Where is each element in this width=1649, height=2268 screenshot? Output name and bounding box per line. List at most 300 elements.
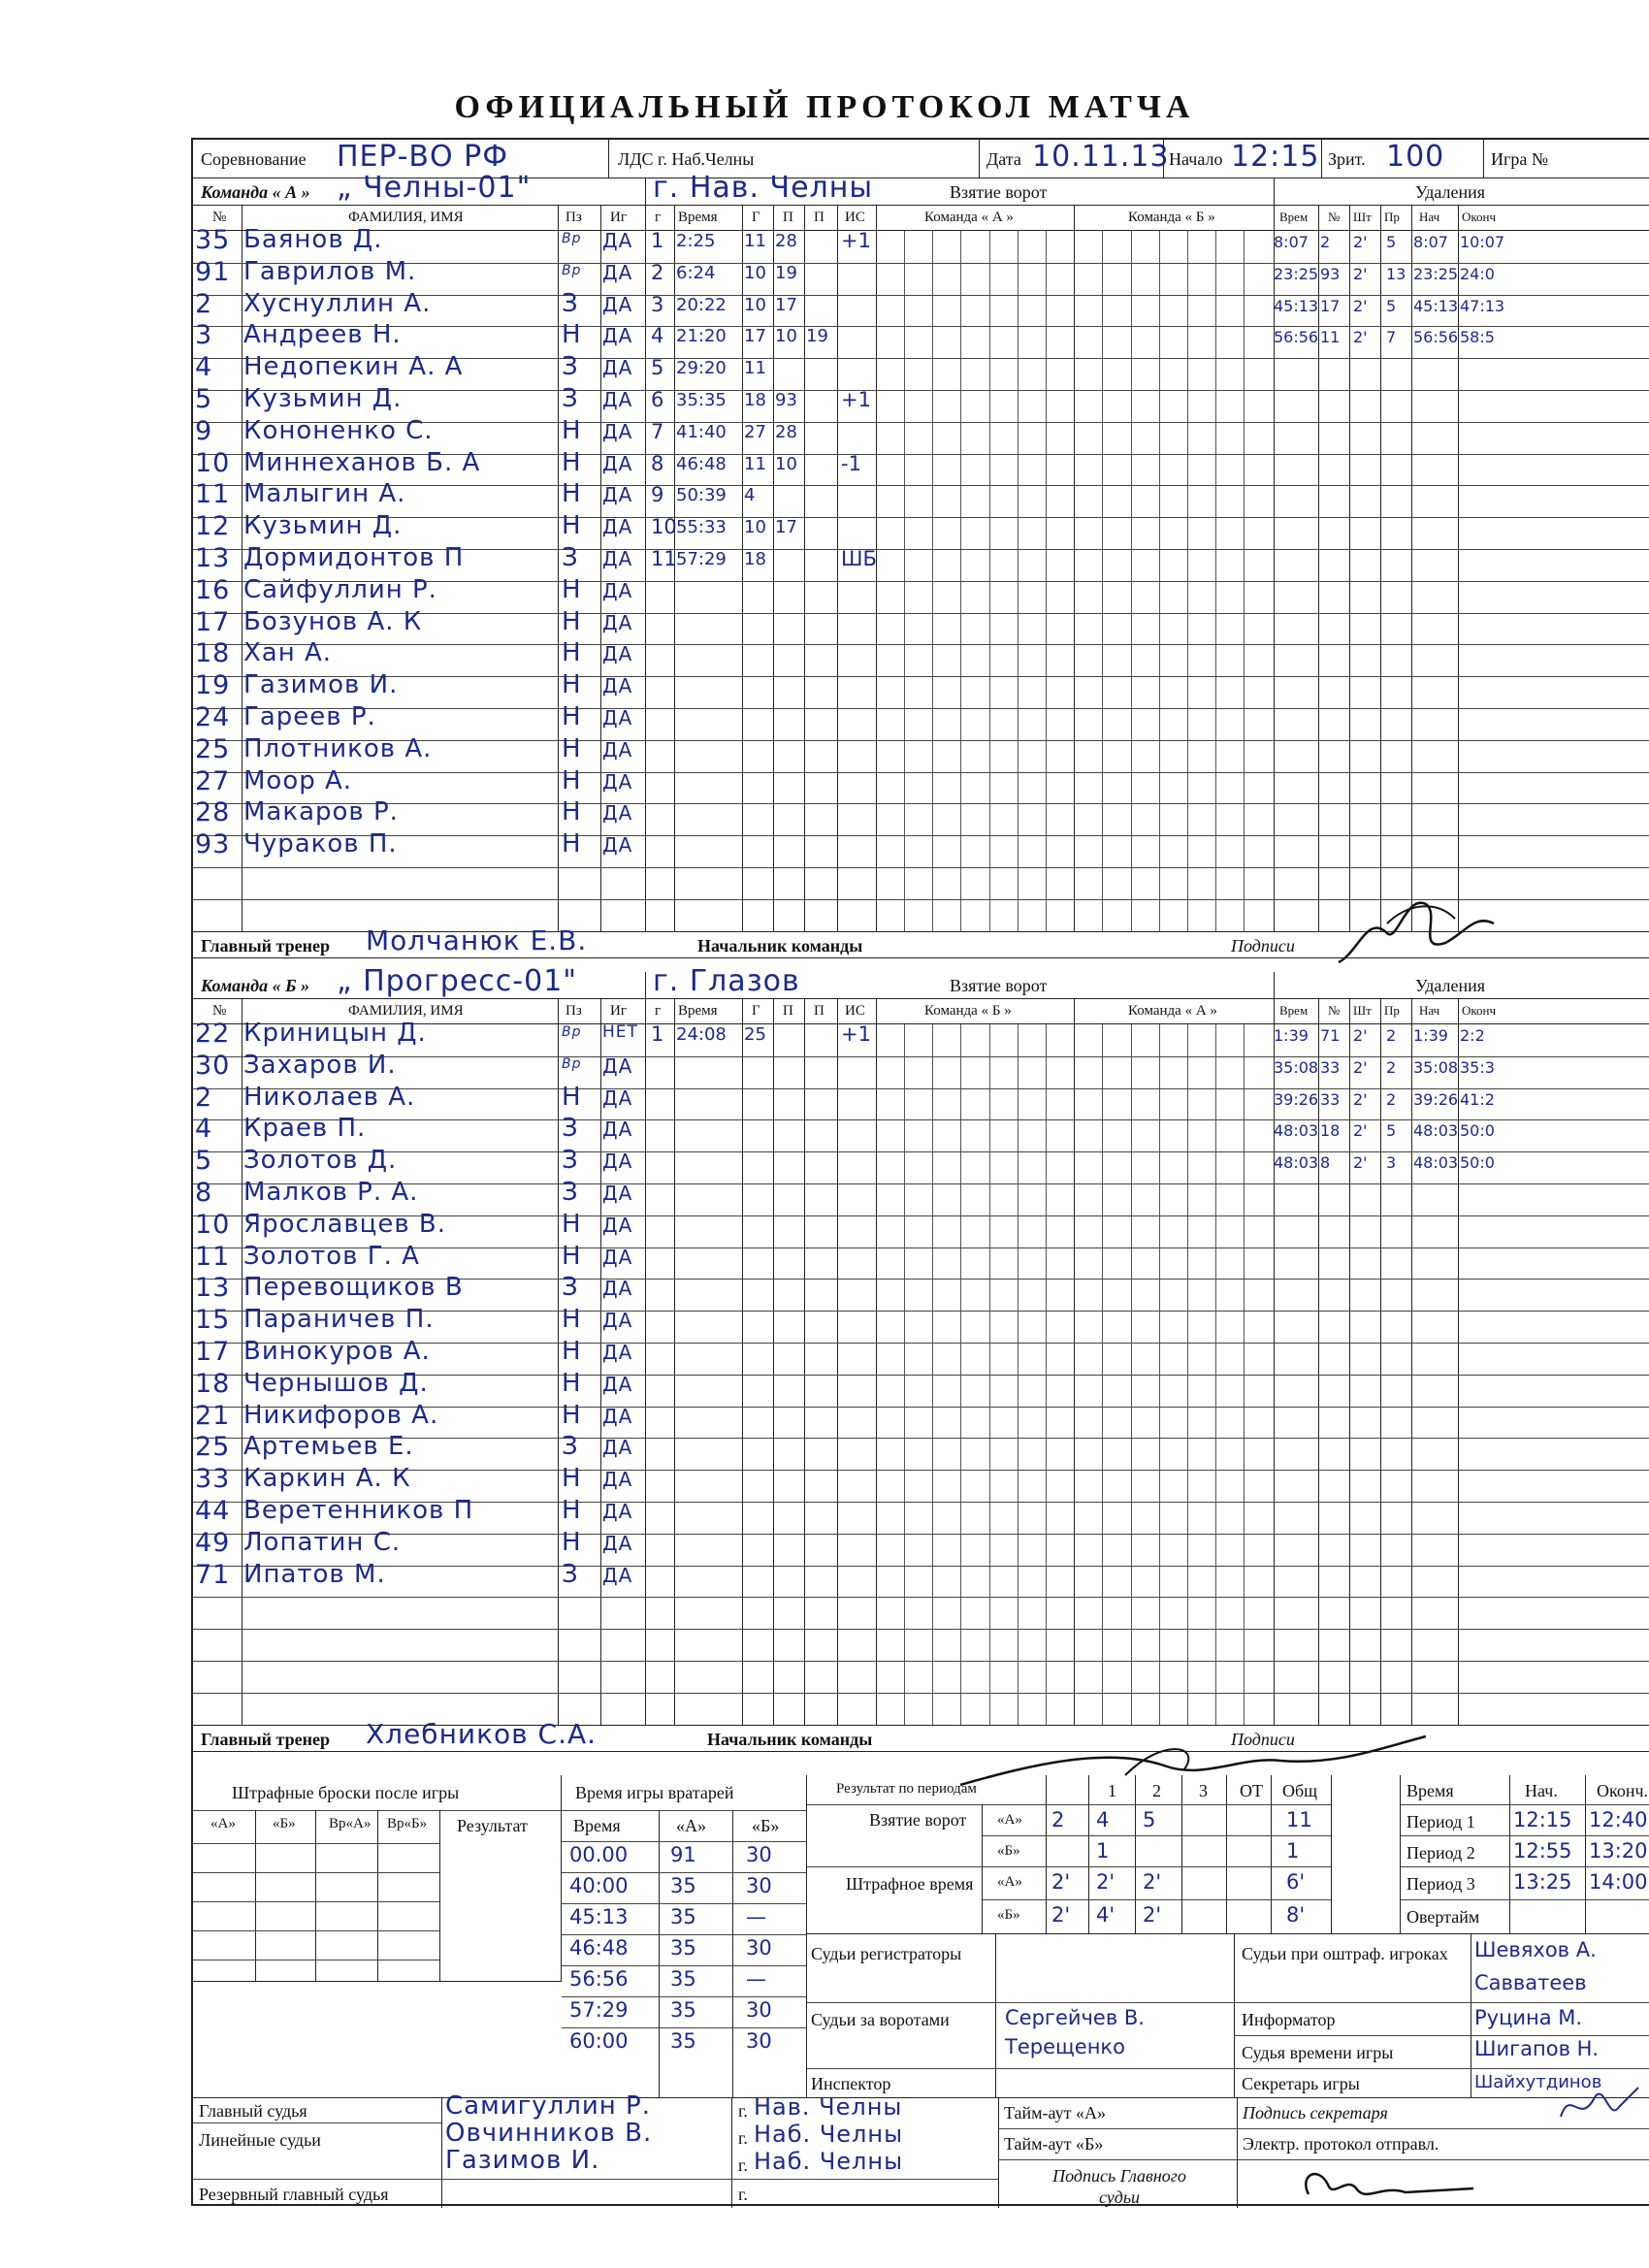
- player-number: 17: [195, 1337, 231, 1367]
- player-row: [193, 638, 645, 670]
- penalty-start: 39:26: [1413, 1089, 1459, 1109]
- player-number: 5: [195, 384, 213, 414]
- referee-label: Главный судья: [199, 2101, 307, 2121]
- period-2-end: 13:20: [1589, 1839, 1648, 1863]
- gk-row-a: 35: [670, 1967, 696, 1991]
- player-plays: ДА: [602, 1182, 633, 1205]
- team_a-col-line: [1074, 206, 1075, 931]
- team_a-label: Команда « А »: [201, 182, 310, 202]
- player-name: Малыгин А.: [243, 479, 406, 509]
- goal-judges-label: Судьи за воротами: [811, 2010, 950, 2029]
- player-name: Лопатин С.: [243, 1527, 402, 1557]
- player-name: Недопекин А. А: [243, 352, 464, 382]
- penalty-reason: 5: [1386, 296, 1397, 315]
- gk-row-time: 00.00: [569, 1843, 629, 1866]
- player-position: З: [562, 1178, 579, 1207]
- goal-index: 5: [651, 356, 664, 380]
- shootout-header: Штрафные броски после игры: [232, 1783, 460, 1802]
- player-plays: ДА: [602, 1563, 633, 1587]
- team_a-col-p2: П: [814, 210, 824, 225]
- penalty-reason: 2: [1386, 1057, 1397, 1077]
- player-number: 2: [195, 1082, 213, 1113]
- player-row: [193, 829, 645, 861]
- linesman-1-city: Наб. Челны: [754, 2121, 904, 2148]
- penalty-time: 48:03: [1274, 1153, 1319, 1173]
- goal-scorer: 17: [744, 326, 766, 347]
- team_b-col-goal: Г: [752, 1003, 760, 1019]
- shootout-col-gka: Вр«А»: [329, 1816, 372, 1831]
- player-position: Н: [562, 1209, 582, 1239]
- player-position: Н: [562, 574, 582, 604]
- goal-assist-1: 28: [775, 421, 797, 442]
- gk-col-b: «Б»: [752, 1816, 780, 1835]
- team_b-col-p1: П: [783, 1003, 793, 1019]
- officials-block: [807, 1934, 1649, 2097]
- start-label: Начало: [1169, 149, 1223, 169]
- goal-time: 29:20: [676, 358, 727, 379]
- player-number: 17: [195, 606, 231, 637]
- shootout-col-gkb: Вр«Б»: [387, 1816, 428, 1831]
- team_b-pen-start: Нач: [1419, 1003, 1440, 1018]
- player-row: [193, 416, 645, 448]
- goal-assist-1: 93: [775, 390, 797, 410]
- team_b-head-divider: [645, 972, 646, 999]
- player-number: 93: [195, 829, 231, 860]
- team_b-col-line: [1074, 999, 1075, 1725]
- team_a-col-time: Время: [678, 210, 718, 225]
- overtime-label: Овертайм: [1406, 1907, 1480, 1927]
- gk-row-time: 46:48: [569, 1936, 629, 1960]
- goal-time: 50:39: [676, 485, 727, 506]
- player-plays: ДА: [602, 1277, 633, 1301]
- team_b-goals-header: Взятие ворот: [950, 976, 1048, 995]
- goal-scorer: 27: [744, 421, 766, 442]
- player-plays: ДА: [602, 610, 633, 634]
- goal-time: 2:25: [676, 231, 716, 251]
- player-plays: ДА: [602, 769, 633, 794]
- team_b-col-g: г: [655, 1003, 662, 1019]
- gk-row-line: [562, 1841, 807, 1842]
- penalty-minutes: 2': [1353, 296, 1368, 315]
- penalty-row: [1274, 1056, 1649, 1088]
- penalty-player: 18: [1320, 1121, 1341, 1141]
- team-b-signature: [951, 1727, 1436, 1804]
- player-row: [193, 1305, 645, 1337]
- player-number: 35: [195, 225, 231, 255]
- player-name: Золотов Г. А: [243, 1241, 420, 1271]
- period-value-goals-a: 11: [1286, 1808, 1312, 1831]
- player-number: 28: [195, 797, 231, 828]
- period-value-pim-a: 2': [1143, 1870, 1162, 1894]
- penalty-row: [1274, 326, 1649, 358]
- player-plays: ДА: [602, 642, 633, 666]
- goal-index: 9: [651, 483, 664, 507]
- player-name: Артемьев Е.: [243, 1432, 414, 1462]
- player-plays: ДА: [602, 292, 633, 316]
- player-name: Параничев П.: [243, 1305, 435, 1335]
- goal-situation: +1: [841, 229, 871, 252]
- team_b-col-line: [773, 999, 774, 1725]
- gk-row-b: —: [746, 1905, 766, 1928]
- secretary-signature-label: Подпись секретаря: [1243, 2103, 1388, 2122]
- goal-assist-2: 19: [806, 326, 828, 347]
- team_a-pen-reason: Пр: [1384, 210, 1400, 224]
- player-name: Веретенников П: [243, 1496, 474, 1525]
- player-plays: ДА: [602, 483, 633, 507]
- player-plays: НЕТ: [602, 1022, 638, 1042]
- player-row: [193, 1369, 645, 1401]
- gk-row-b: 30: [746, 1874, 772, 1897]
- team-a-signature: [1329, 885, 1504, 982]
- player-number: 10: [195, 447, 231, 478]
- player-row: [193, 1528, 645, 1560]
- electronic-protocol-label: Электр. протокол отправл.: [1243, 2134, 1439, 2154]
- player-position: Н: [562, 829, 582, 859]
- player-plays: ДА: [602, 1053, 633, 1078]
- penalty-reason: 7: [1386, 328, 1397, 347]
- penalty-minutes: 2': [1353, 328, 1368, 347]
- penalty-start: 48:03: [1413, 1153, 1459, 1173]
- penalty-start: 1:39: [1413, 1026, 1448, 1045]
- player-row: [193, 289, 645, 321]
- goal-time: 41:40: [676, 421, 727, 442]
- player-row: [193, 320, 645, 352]
- goal-assist-1: 19: [775, 262, 797, 283]
- goal-index: 6: [651, 388, 664, 411]
- period-3-col: 3: [1199, 1781, 1208, 1800]
- player-number: 33: [195, 1464, 231, 1495]
- player-row: [193, 1210, 645, 1242]
- player-name: Захаров И.: [243, 1050, 397, 1080]
- player-row: [193, 670, 645, 702]
- player-row: [193, 1019, 645, 1051]
- player-number: 27: [195, 765, 231, 796]
- penalty-minutes: 2': [1353, 1057, 1368, 1077]
- player-position: Н: [562, 1241, 582, 1271]
- player-plays: ДА: [602, 1150, 633, 1174]
- penalty-start: 23:25: [1413, 264, 1459, 283]
- team_a-col-pos: Пз: [566, 210, 582, 225]
- goal-index: 11: [651, 547, 677, 570]
- player-row: [193, 1401, 645, 1433]
- goal-situation: ШБ: [841, 547, 877, 570]
- start-value: 12:15: [1231, 140, 1320, 174]
- player-number: 30: [195, 1050, 231, 1081]
- referees-block: [193, 2091, 1649, 2208]
- team_b-pen-reason: Пр: [1384, 1003, 1400, 1018]
- player-name: Чураков П.: [243, 829, 398, 859]
- player-name: Баянов Д.: [243, 225, 383, 254]
- goal-time: 24:08: [676, 1024, 727, 1045]
- goal-index: 1: [651, 229, 664, 252]
- goal-time: 46:48: [676, 453, 727, 474]
- team_a-col-play: Иг: [610, 210, 627, 225]
- team_a-col-p1: П: [783, 210, 793, 225]
- player-name: Бозунов А. К: [243, 606, 423, 636]
- team_a-pen-min: Шт: [1353, 210, 1372, 224]
- penalty-time: 39:26: [1274, 1089, 1319, 1109]
- team_b-col-first-team: Команда « Б »: [924, 1003, 1012, 1019]
- gk-row-a: 35: [670, 1998, 696, 2022]
- player-plays: ДА: [602, 419, 633, 443]
- penalty-reason: 13: [1386, 264, 1406, 283]
- team_b-label: Команда « Б »: [201, 976, 310, 995]
- player-position: Н: [562, 1400, 582, 1430]
- secretary-signature: [1551, 2078, 1648, 2146]
- periods-header: Результат по периодам: [836, 1781, 977, 1797]
- goal-scorer: 18: [744, 390, 766, 410]
- player-number: 19: [195, 670, 231, 701]
- period-value-goals-a: 2: [1051, 1808, 1065, 1831]
- penalty-time: 48:03: [1274, 1121, 1319, 1141]
- player-position: З: [562, 1432, 579, 1462]
- referee-value: Самигуллин Р.: [445, 2091, 651, 2121]
- period-3-end: 14:00: [1589, 1870, 1648, 1894]
- period-value-goals-b: 1: [1286, 1839, 1300, 1863]
- player-number: 49: [195, 1527, 231, 1558]
- penalty-start: 48:03: [1413, 1121, 1459, 1141]
- team_a-pen-end: Оконч: [1462, 210, 1497, 224]
- gk-row-line: [562, 1965, 807, 1966]
- penalty-box-judge-2: Савватеев: [1474, 1971, 1587, 1994]
- gk-row-a: 35: [670, 1905, 696, 1928]
- player-name: Хан А.: [243, 638, 333, 668]
- goal-index: 7: [651, 419, 664, 443]
- player-position: Н: [562, 511, 582, 541]
- player-plays: ДА: [602, 356, 633, 380]
- team_a-row-line: [193, 867, 1649, 868]
- player-position: Н: [562, 1368, 582, 1398]
- player-name: Газимов И.: [243, 670, 399, 700]
- team_a-coach-label: Главный тренер: [201, 935, 330, 956]
- player-plays: ДА: [602, 1118, 633, 1142]
- total-col: Общ: [1282, 1781, 1318, 1800]
- penalty-player: 8: [1320, 1153, 1331, 1173]
- player-number: 16: [195, 574, 231, 605]
- penalty-end: 58:5: [1460, 328, 1495, 347]
- gk-col-time: Время: [573, 1816, 621, 1835]
- player-name: Сайфуллин Р.: [243, 574, 437, 604]
- penalty-row: [1274, 1024, 1649, 1056]
- player-position: Вр: [562, 231, 582, 246]
- team_a-col-is: ИС: [845, 210, 865, 225]
- player-plays: ДА: [602, 229, 633, 252]
- team_b-col-no: №: [212, 1003, 227, 1019]
- player-plays: ДА: [602, 737, 633, 761]
- gk-row-a: 35: [670, 1874, 696, 1897]
- player-plays: ДА: [602, 674, 633, 698]
- gk-row-line: [562, 1934, 807, 1935]
- player-row: [193, 352, 645, 384]
- goal-situation: +1: [841, 388, 871, 411]
- goals-row-b: «Б»: [997, 1843, 1020, 1859]
- player-position: Вр: [562, 262, 582, 278]
- penalty-end: 35:3: [1460, 1057, 1495, 1077]
- player-number: 44: [195, 1496, 231, 1526]
- penalty-row: [1274, 231, 1649, 263]
- linesman-2-city-prefix: г.: [738, 2155, 748, 2175]
- player-position: Н: [562, 1337, 582, 1366]
- penalty-player: 33: [1320, 1057, 1341, 1077]
- player-plays: ДА: [602, 578, 633, 602]
- competition-label: Соревнование: [201, 149, 307, 169]
- player-plays: ДА: [602, 706, 633, 729]
- period-value-pim-b: 4': [1096, 1903, 1116, 1927]
- summary-section: [193, 1775, 1649, 2208]
- team_a-pen-time: Врем: [1279, 210, 1309, 224]
- linesmen-label: Линейные судьи: [199, 2130, 321, 2150]
- goal-judge-1: Сергейчев В.: [1005, 2006, 1145, 2029]
- player-name: Дормидонтов П: [243, 543, 465, 572]
- team_b-name: „ Прогресс-01": [337, 964, 578, 998]
- team_a-col-name: ФАМИЛИЯ, ИМЯ: [348, 210, 464, 225]
- player-name: Николаев А.: [243, 1082, 416, 1112]
- penalty-end: 50:0: [1460, 1121, 1495, 1141]
- penalty-end: 41:2: [1460, 1089, 1495, 1109]
- timeout-a-label: Тайм-аут «А»: [1004, 2103, 1106, 2122]
- player-plays: ДА: [602, 451, 633, 475]
- competition-value: ПЕР-ВО РФ: [337, 140, 509, 174]
- goal-scorer: 4: [744, 485, 756, 506]
- penalty-end: 2:2: [1460, 1026, 1485, 1045]
- penalty-reason: 2: [1386, 1026, 1397, 1045]
- penalty-minutes: 2': [1353, 264, 1368, 283]
- player-row: [193, 607, 645, 639]
- reserve-referee-label: Резервный главный судья: [199, 2185, 389, 2204]
- period-3-start: 13:25: [1513, 1870, 1572, 1894]
- period-value-goals-a: 5: [1143, 1808, 1156, 1831]
- player-name: Краев П.: [243, 1114, 367, 1144]
- player-number: 10: [195, 1209, 231, 1240]
- penalty-player: 2: [1320, 233, 1331, 251]
- player-name: Никифоров А.: [243, 1400, 439, 1430]
- player-position: Н: [562, 320, 582, 350]
- player-row: [193, 1114, 645, 1146]
- goal-judge-2: Терещенко: [1005, 2035, 1125, 2058]
- goal-index: 2: [651, 260, 664, 284]
- overtime-col: ОТ: [1240, 1781, 1263, 1800]
- period-1-start: 12:15: [1513, 1808, 1572, 1831]
- player-number: 8: [195, 1178, 213, 1208]
- player-position: Н: [562, 1464, 582, 1494]
- player-position: З: [562, 288, 579, 318]
- player-number: 11: [195, 479, 231, 510]
- goal-assist-1: 28: [775, 231, 797, 251]
- player-position: З: [562, 1559, 579, 1589]
- gk-row-time: 40:00: [569, 1874, 629, 1897]
- player-name: Кононенко С.: [243, 415, 434, 445]
- team_b-col-time: Время: [678, 1003, 718, 1019]
- team_a-col-second-team: Команда « Б »: [1128, 210, 1215, 225]
- team_a-pen-no: №: [1328, 210, 1341, 224]
- linesman-2-city: Наб. Челны: [754, 2148, 904, 2175]
- goal-time: 57:29: [676, 549, 727, 569]
- secretary-label: Секретарь игры: [1242, 2074, 1360, 2093]
- player-name: Золотов Д.: [243, 1146, 398, 1176]
- player-number: 21: [195, 1400, 231, 1431]
- team_a-pen-start: Нач: [1419, 210, 1440, 224]
- goal-time: 20:22: [676, 294, 727, 315]
- gk-header: Время игры вратарей: [575, 1783, 734, 1802]
- shootout-col-result: Результат: [457, 1816, 528, 1835]
- player-name: Плотников А.: [243, 733, 433, 763]
- time-header: Время: [1406, 1781, 1454, 1800]
- player-number: 2: [195, 288, 213, 319]
- team_a-pen-divider: [1274, 178, 1275, 206]
- goal-time: 21:20: [676, 326, 727, 347]
- linesman-2: Газимов И.: [445, 2146, 600, 2175]
- goal-scorer: 18: [744, 549, 766, 569]
- registrars-label: Судьи регистраторы: [811, 1944, 962, 1963]
- team_b-col-name: ФАМИЛИЯ, ИМЯ: [348, 1003, 464, 1019]
- team_b-signatures-label: Подписи: [1231, 1729, 1295, 1749]
- team_b-coach-value: Хлебников С.А.: [366, 1717, 598, 1750]
- player-row: [193, 575, 645, 607]
- reserve-city-prefix: г.: [738, 2185, 748, 2204]
- player-position: З: [562, 1146, 579, 1176]
- player-plays: ДА: [602, 1341, 633, 1364]
- gk-row-line: [562, 2027, 807, 2028]
- pim-row-b: «Б»: [997, 1907, 1020, 1923]
- team_b-col-is: ИС: [845, 1003, 865, 1019]
- player-row: [193, 1083, 645, 1115]
- player-row: [193, 797, 645, 829]
- goal-assist-1: 17: [775, 517, 797, 538]
- penalty-end: 47:13: [1460, 296, 1505, 315]
- player-plays: ДА: [602, 260, 633, 284]
- player-name: Гаврилов М.: [243, 256, 417, 286]
- player-row: [193, 479, 645, 511]
- player-name: Макаров Р.: [243, 797, 399, 827]
- player-row: [193, 1496, 645, 1528]
- team_b-col-pos: Пз: [566, 1003, 582, 1019]
- penalty-minutes: 2': [1353, 1026, 1368, 1045]
- player-plays: ДА: [602, 1309, 633, 1333]
- team_b-col-second-team: Команда « А »: [1128, 1003, 1217, 1019]
- player-position: Н: [562, 702, 582, 731]
- goal-scorer: 10: [744, 294, 766, 315]
- penalty-reason: 3: [1386, 1153, 1397, 1173]
- team_a-col-no: №: [212, 210, 227, 225]
- goal-row: [645, 261, 876, 293]
- gk-row-a: 35: [670, 2029, 696, 2053]
- secretary-value: Шайхутдинов: [1474, 2072, 1602, 2092]
- goal-time: 55:33: [676, 517, 727, 538]
- penalty-player: 71: [1320, 1026, 1341, 1045]
- team_b-col-line: [837, 999, 838, 1725]
- player-position: Н: [562, 797, 582, 827]
- team_a-name: „ Челны-01": [337, 171, 532, 205]
- player-number: 12: [195, 511, 231, 542]
- player-position: Н: [562, 765, 582, 795]
- player-number: 24: [195, 702, 231, 732]
- player-number: 5: [195, 1146, 213, 1177]
- spectators-value: 100: [1386, 140, 1445, 174]
- player-number: 22: [195, 1019, 231, 1049]
- team_b-penalties-header: Удаления: [1415, 976, 1486, 995]
- gk-row-time: 56:56: [569, 1967, 629, 1991]
- penalty-row: [1274, 263, 1649, 295]
- timekeeper-value: Шигапов Н.: [1474, 2037, 1600, 2060]
- player-position: Вр: [562, 1024, 582, 1040]
- penalty-time: 8:07: [1274, 233, 1309, 251]
- goals-row-label-1: Взятие ворот: [869, 1810, 967, 1830]
- goalkeeper-time-block: [562, 1775, 807, 2097]
- team_b-pen-no: №: [1328, 1003, 1341, 1018]
- player-number: 15: [195, 1305, 231, 1336]
- player-row: [193, 766, 645, 798]
- player-number: 71: [195, 1559, 231, 1590]
